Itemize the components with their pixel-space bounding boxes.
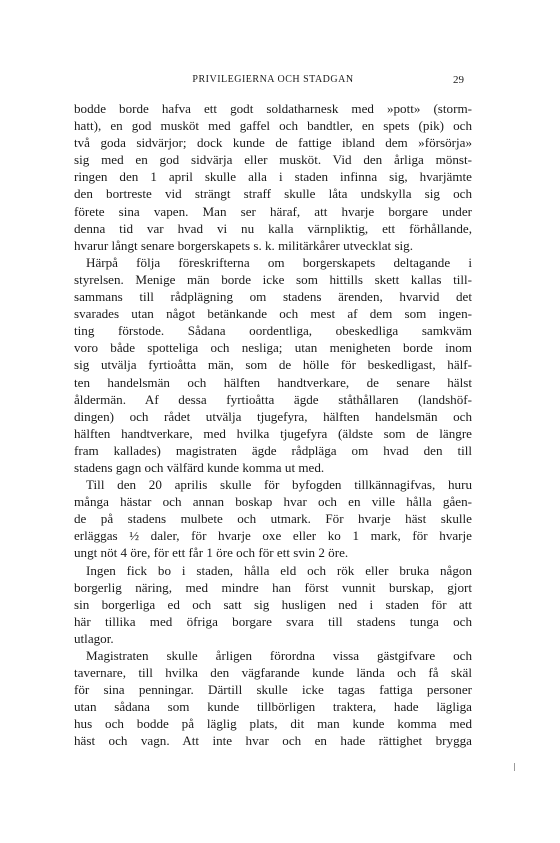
text-line: fram kallades) magistraten ägde rådplägа om hvad den till	[74, 442, 472, 458]
book-page	[74, 74, 472, 750]
text-line: utlagor.	[74, 630, 114, 646]
text-line: dingen) och rådet utvälja tjugefyra, hälften handelsmän och	[74, 408, 472, 424]
text-line: många hästar och annan boskap hvar och en ville hålla gåen-	[74, 494, 472, 510]
text-line: voro både spotteliga och nesliga; utan menigheten borde inom	[74, 340, 472, 356]
text-line: denna tid var hvad vi nu kalla värnpliktig, ett förhållande,	[74, 220, 472, 236]
text-line: stadens gagn och välfärd kunde komma ut med.	[74, 459, 325, 475]
text-line: sammans till rådplägning om stadens ärenden, hvarvid det	[74, 289, 472, 305]
text-line: Magistraten skulle årligen förordna vissa gästgifvare och	[86, 648, 472, 663]
text-line: för sina penningar. Därtill skulle icke tagas fattiga personer	[74, 682, 472, 698]
text-line: tavernare, till hvilka den vägfarande kunde lända och få skäl	[74, 665, 472, 681]
text-line: ringen den 1 april skulle alla i staden infinna sig, hvarjämte	[74, 169, 472, 185]
page-number: 29	[453, 74, 464, 86]
text-line: sig med en god sidvärja eller musköt. Vid den årliga mönst-	[74, 152, 472, 168]
text-line: utan sådana som kunde tillbörligen traktera, hade lägliga	[74, 699, 472, 715]
text-line: Härpå följa föreskrifterna om borgerskapets deltagande i	[86, 254, 472, 270]
text-line: åldermän. Af dessa fyrtioåtta ägde ståthållaren (landshöf-	[74, 391, 472, 407]
text-line: borgerlig näring, med mindre han först vunnit burskap, gjort	[74, 579, 472, 595]
text-line: förete sina vapen. Man ser häraf, att hvarje borgare under	[74, 203, 472, 219]
running-head: PRIVILEGIERNA OCH STADGAN	[192, 74, 354, 85]
text-line: de på stadens mulbete och utmark. För hvarje häst skulle	[74, 511, 472, 527]
text-line: ten handelsmän och hälften handtverkare, de senare hälst	[74, 374, 472, 390]
text-line: ting förstode. Sådana oordentliga, obeskedliga samkväm	[74, 323, 472, 339]
text-line: två goda sidvärjor; dock kunde de fattige ibland dem »försörja»	[74, 135, 472, 151]
text-line: bodde borde hafva ett godt soldatharnesk med »pott» (storm-	[74, 101, 472, 116]
text-line: hvarur långt senare borgerskapets s. k. militärkårer utvecklat sig.	[74, 237, 413, 253]
text-line: styrelsen. Menige män borde icke som hittills skett kallas till-	[74, 271, 472, 287]
text-line: hälften handtverkare, med hvilka tjugefyra (äldste som de längre	[74, 425, 472, 441]
body-text	[74, 100, 472, 750]
text-line: ungt nöt 4 öre, för ett får 1 öre och för ett svin 2 öre.	[74, 545, 349, 561]
text-line: sin borgerliga ed och satt sig husligen ned i staden för att	[74, 596, 472, 612]
text-line: här tillika med öfriga borgare svara till stadens tunga och	[74, 613, 472, 629]
text-line: Ingen fick bo i staden, hålla eld och rök eller bruka någon	[86, 562, 472, 578]
text-line: erläggas ½ daler, för hvarje oxe eller ko 1 mark, för hvarje	[74, 528, 472, 544]
text-line: svarades utan något betänkande och mest af dem som ingen-	[74, 306, 472, 322]
text-line: hatt), en god musköt med gaffel och bandtler, en spets (pik) och	[74, 118, 472, 134]
text-line: häst och vagn. Att inte hvar och en hade rättighet brygga	[74, 733, 472, 749]
text-line: Till den 20 aprilis skulle för byfogden tillkännagifvas, huru	[86, 477, 472, 493]
page-header	[74, 74, 472, 94]
text-line: den bortreste vid strängt straff skulle låta undskylla sig och	[74, 186, 472, 202]
text-line: hus och bodde på läglig plats, dit man kunde komma med	[74, 716, 472, 732]
margin-mark	[514, 763, 515, 771]
text-line: sig utvälja fyrtioåtta män, som de hölle för beskedligast, hälf-	[74, 357, 472, 373]
